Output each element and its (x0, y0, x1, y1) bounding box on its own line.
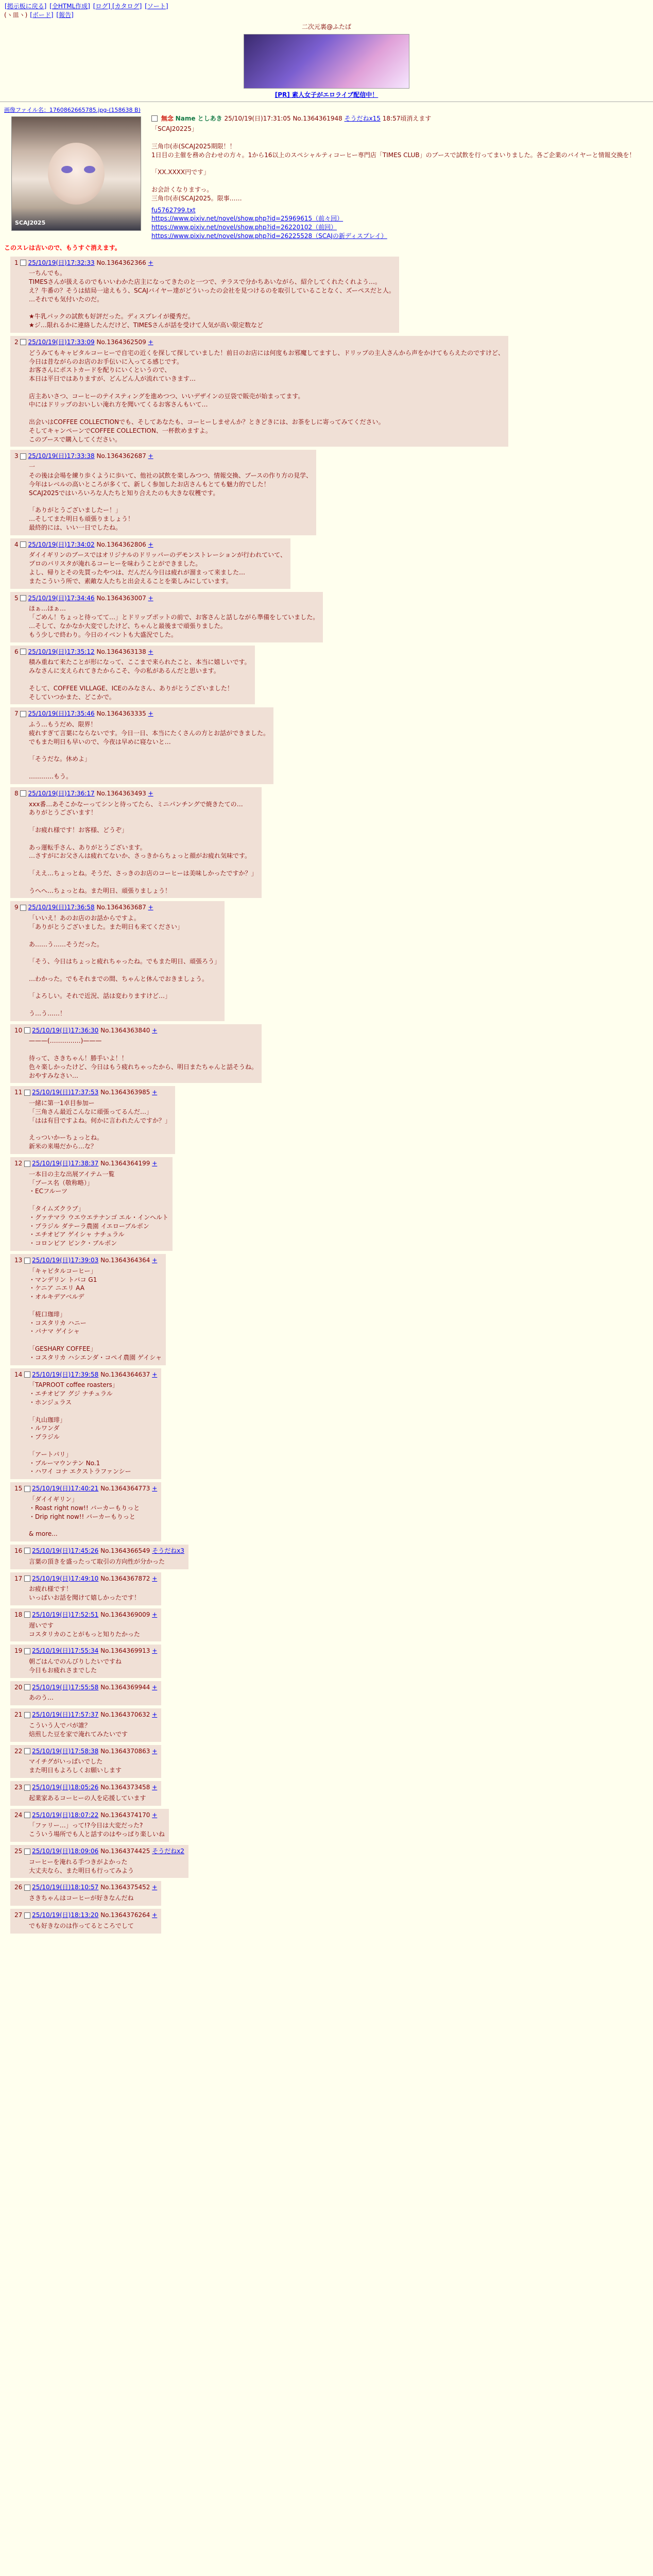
reply-post (10, 1681, 161, 1706)
reply-post (10, 538, 290, 589)
reply-body: 一本日の主な出展アイテム一覧 「ブース名（敬称略）」 ・ECフルーツ 「タイムズクラブ」 ・グァテマラ ウエウエテナンゴ エル・インヘルト ・ブラジル ダテーラ農園 イエローブルボン ・エチオピア ゲイシャ ナチュラル ・コロンビア ピンク・ブルボン (29, 1170, 169, 1247)
reply-soudane-button[interactable]: + (152, 1683, 158, 1691)
reply-date[interactable]: 25/10/19(日)17:37:53 (32, 1089, 99, 1096)
reply-date[interactable]: 25/10/19(日)17:45:26 (32, 1547, 99, 1554)
reply-number[interactable]: No.1364373458 (100, 1784, 150, 1791)
reply-delete-checkbox[interactable] (24, 1748, 30, 1754)
reply-post (10, 1781, 161, 1806)
reply-post (10, 1024, 262, 1083)
reply-number[interactable]: No.1364362806 (96, 540, 146, 548)
reply-index: 18 (14, 1611, 23, 1618)
reply-index: 27 (14, 1911, 23, 1919)
reply-soudane-button[interactable]: + (152, 1784, 158, 1791)
reply-date[interactable]: 25/10/19(日)17:57:37 (32, 1711, 99, 1719)
reply-index: 14 (14, 1370, 23, 1378)
reply-post (10, 1708, 161, 1741)
reply-body: ほぁ…ほぁ… 「ごめん！ちょっと待ってて…」とドリップポットの前で、お客さんと話しながら準備をしていました。 …そして、なかなか大変でしたけど、ちゃんと最後まで頑張りました。 もう少しで終わり。今日のイベントも大盛況でした。 (29, 605, 319, 638)
reply-number[interactable]: No.1364364364 (100, 1257, 150, 1264)
op-body-line: 三角巾(赤(SCAJ2025。限事…… (151, 194, 242, 202)
reply-index: 22 (14, 1747, 23, 1755)
reply-delete-checkbox[interactable] (20, 711, 26, 717)
op-body-line: 三角巾(赤(SCAJ2025期限！！ (151, 142, 236, 150)
op-soudane-button[interactable]: そうだねx15 (344, 114, 381, 122)
reply-soudane-button[interactable]: + (152, 1160, 158, 1167)
op-thumbnail-image[interactable]: SCAJ2025 (11, 116, 141, 231)
reply-delete-checkbox[interactable] (24, 1548, 30, 1554)
reply-delete-checkbox[interactable] (24, 1486, 30, 1492)
op-body-line: お会計くなりますっ。 (151, 185, 213, 193)
reply-body: 「いいえ！あのお店のお話からですよ。 「ありがとうございました。また明日も来てください」 あ……う……そうだった。 「そう、今日はちょっと疲れちゃったね。でもまた明日、頑張ろう」 …わかった。でもそれまでの間、ちゃんと休んでおきましょう。 「よろしい。それで近況、話は変わりますけど…」 う…う……！ (29, 914, 221, 1017)
reply-body: 「ファリー…」って!?今日は大変だった? こういう場所でも人と話すのはやっぱり楽しいね (29, 1822, 165, 1838)
reply-header (14, 1159, 168, 1168)
reply-number[interactable]: No.1364364773 (100, 1485, 150, 1493)
reply-delete-checkbox[interactable] (24, 1161, 30, 1167)
reply-post (10, 336, 508, 447)
reply-index: 10 (14, 1026, 23, 1034)
reply-post (10, 1645, 161, 1677)
reply-date[interactable]: 25/10/19(日)18:07:22 (32, 1811, 99, 1819)
nav-extra: (ヽ皿ヽ) (4, 11, 28, 19)
reply-date[interactable]: 25/10/19(日)17:55:58 (32, 1683, 99, 1691)
reply-post (10, 646, 255, 705)
reply-header (14, 709, 269, 718)
reply-post (10, 787, 262, 899)
reply-number[interactable]: No.1364370863 (100, 1747, 150, 1755)
reply-delete-checkbox[interactable] (24, 1090, 30, 1096)
reply-index: 26 (14, 1884, 23, 1891)
reply-index: 19 (14, 1647, 23, 1655)
reply-delete-checkbox[interactable] (20, 595, 26, 601)
reply-date[interactable]: 25/10/19(日)17:58:38 (32, 1747, 99, 1755)
reply-index: 16 (14, 1547, 23, 1554)
reply-soudane-button[interactable]: + (152, 1711, 158, 1719)
reply-post (10, 1745, 161, 1778)
reply-date[interactable]: 25/10/19(日)18:05:26 (32, 1784, 99, 1791)
reply-number[interactable]: No.1364363335 (96, 710, 146, 718)
reply-body: 「ダイイギリン」 ・Roast right now!! バーカーもりっと ・Drip right now!! バーカーもりっと & more... (29, 1495, 140, 1538)
reply-index: 6 (14, 648, 19, 655)
nav-report-link[interactable]: [報告] (56, 11, 74, 19)
reply-soudane-button[interactable]: + (152, 1611, 158, 1618)
reply-delete-checkbox[interactable] (20, 790, 26, 796)
reply-delete-checkbox[interactable] (24, 1612, 30, 1618)
reply-soudane-button[interactable]: + (148, 540, 153, 548)
reply-body: ふう…もうだめ、限界！ 疲れすぎて言葉にならないです。今日一日、本当にたくさんの方とお話ができました。 でもまた明日も早いので、今夜は早めに寝ないと… 「そうだな。休めよ」 …………もう。 (29, 721, 270, 780)
reply-date[interactable]: 25/10/19(日)18:13:20 (32, 1911, 99, 1919)
op-delete-checkbox[interactable] (151, 115, 158, 122)
reply-date[interactable]: 25/10/19(日)17:35:12 (28, 648, 95, 655)
reply-post (10, 450, 316, 535)
reply-delete-checkbox[interactable] (24, 1575, 30, 1582)
reply-index: 15 (14, 1485, 23, 1493)
reply-date[interactable]: 25/10/19(日)17:39:58 (32, 1370, 99, 1378)
reply-date[interactable]: 25/10/19(日)17:39:03 (32, 1257, 99, 1264)
op-link[interactable]: https://www.pixiv.net/novel/show.php?id=26220102（前回） (151, 224, 337, 231)
reply-soudane-button[interactable]: そうだねx2 (152, 1848, 184, 1855)
reply-header (14, 594, 319, 603)
reply-number[interactable]: No.1364366549 (100, 1547, 150, 1554)
reply-delete-checkbox[interactable] (20, 260, 26, 266)
op-number[interactable]: No.1364361948 (293, 114, 342, 122)
reply-post (10, 1608, 161, 1641)
reply-index: 8 (14, 789, 19, 797)
reply-number[interactable]: No.1364363007 (96, 594, 146, 602)
reply-soudane-button[interactable]: + (152, 1884, 158, 1891)
reply-post (10, 1909, 161, 1934)
reply-body: コーヒーを淹れる手つきがよかった 大丈夫なら、また明日も行ってみよう (29, 1858, 134, 1874)
op-post (0, 104, 653, 243)
reply-soudane-button[interactable]: + (148, 904, 153, 911)
reply-header (14, 338, 504, 347)
reply-index: 21 (14, 1711, 23, 1719)
reply-index: 1 (14, 259, 19, 266)
op-body-line: 1日目の主催を務め合わせの方々。1から16以上のスペシャルティコーヒー専門店「TIMES CLUB」のブースで試飲を行ってまいりました。各ご企業のバイヤーと情報交換を！ (151, 151, 635, 159)
reply-soudane-button[interactable]: + (152, 1574, 158, 1582)
reply-number[interactable]: No.1364363138 (96, 648, 146, 655)
reply-delete-checkbox[interactable] (20, 339, 26, 345)
reply-date[interactable]: 25/10/19(日)17:32:33 (28, 259, 95, 266)
reply-delete-checkbox[interactable] (24, 1648, 30, 1654)
reply-index: 3 (14, 452, 19, 460)
reply-delete-checkbox[interactable] (24, 1885, 30, 1891)
reply-soudane-button[interactable]: + (152, 1747, 158, 1755)
reply-date[interactable]: 25/10/19(日)17:36:58 (28, 904, 95, 911)
reply-delete-checkbox[interactable] (24, 1812, 30, 1818)
reply-post (10, 1545, 188, 1569)
reply-date[interactable]: 25/10/19(日)17:34:02 (28, 540, 95, 548)
reply-body: でも好きなのは作ってるところでして (29, 1922, 134, 1929)
reply-body: 積み重ねて来たことが形になって、ここまで来られたこと、本当に嬉しいです。 みなさんに支えられてきたからこそ、今の私があるんだと思います。 そして、COFFEE VILLAGE、ICEのみなさん、ありがとうございました！ そしていつかまた、どこかで。 (29, 658, 251, 701)
reply-post (10, 901, 225, 1021)
reply-soudane-button[interactable]: + (148, 259, 153, 266)
reply-body: どうみてもキャピタルコーヒーで自宅の近くを探して探していました！前日のお店には何度もお邪魔してますし、ドリップの主人さんから声をかけてもらえたのですけど、 今日は昔ながらのお店のお手伝いに入ってる感じです。 お客さんにポストカードを配りにいくというので、 本日は平日ではありますが、どんどん人が流れていきます… 店主あいさつ、コーヒーのテイスティングを進めつつ、いいデザインの豆袋で販売が始まってます。 中にはドリップのおいしい淹れ方を聞いてくるお客さんもいて… 出会いはCOFFEE COLLECTIONでも、そしてあなたも、コーヒーしませんか？ときどきには、お茶をしに寄ってみてください。 そしてキャンペーンでCOFFEE COLLECTION、一杯飲めますよ。 このブースで購入してください。 (29, 349, 505, 443)
board-title: 二次元裏@ふたば (301, 23, 351, 30)
reply-body: マイチグがいっぱいでした また明日もよろしくお願いします (29, 1758, 122, 1774)
reply-soudane-button[interactable]: + (152, 1089, 158, 1096)
reply-delete-checkbox[interactable] (24, 1258, 30, 1264)
reply-delete-checkbox[interactable] (20, 905, 26, 911)
reply-soudane-button[interactable]: + (152, 1485, 158, 1493)
reply-delete-checkbox[interactable] (24, 1785, 30, 1791)
reply-header (14, 903, 220, 912)
reply-post (10, 1368, 161, 1480)
reply-number[interactable]: No.1364374170 (100, 1811, 150, 1819)
reply-body: ダイイギリンのブースではオリジナルのドリッパーのデモンストレーションが行われていて、 プロのバリスタが淹れるコーヒーを味わうことができました。 よし、帰りとその先買ったやつは、だんだん今日は疲れが溜まって来ました… またこういう所で、素敵な人たちと出会えることを楽しみにしています。 (29, 551, 287, 585)
reply-index: 12 (14, 1160, 23, 1167)
reply-header (14, 1710, 157, 1719)
reply-post (10, 707, 273, 784)
reply-number[interactable]: No.1364362509 (96, 338, 146, 346)
reply-header (14, 1747, 157, 1756)
reply-index: 2 (14, 338, 19, 346)
reply-soudane-button[interactable]: + (152, 1811, 158, 1819)
reply-delete-checkbox[interactable] (20, 541, 26, 548)
reply-index: 4 (14, 540, 19, 548)
reply-soudane-button[interactable]: + (152, 1026, 158, 1034)
reply-number[interactable]: No.1364363687 (96, 904, 146, 911)
top-nav (0, 0, 653, 22)
reply-number[interactable]: No.1364369009 (100, 1611, 150, 1618)
reply-number[interactable]: No.1364375452 (100, 1884, 150, 1891)
nav-board-link[interactable]: [ボード] (30, 11, 54, 19)
ad-caption-link[interactable]: [PR] 素人女子がエロライブ配信中！ (274, 91, 379, 99)
reply-date[interactable]: 25/10/19(日)17:36:30 (32, 1026, 99, 1034)
reply-number[interactable]: No.1364364637 (100, 1370, 150, 1378)
reply-date[interactable]: 25/10/19(日)17:38:37 (32, 1160, 99, 1167)
reply-delete-checkbox[interactable] (24, 1849, 30, 1855)
reply-delete-checkbox[interactable] (24, 1027, 30, 1033)
reply-soudane-button[interactable]: + (148, 452, 153, 460)
reply-date[interactable]: 25/10/19(日)17:36:17 (28, 789, 95, 797)
reply-body: xxx番…あそこかなーってシンと待ってたら、ミニパンチングで焼きたての… ありがとうございます！ 「お疲れ様です！お客様、どうぞ」 あっ運転手さん、ありがとうございます。 …さすがにお父さんは疲れてないか、さっきからちょっと顔がお疲れ気味です。 「ええ…ちょっとね。そうだ、さっきのお店のコーヒーは美味しかったですか？」 うへへ…ちょっとね。また明日、頑張りましょう！ (29, 800, 257, 894)
reply-number[interactable]: No.1364362366 (96, 259, 146, 266)
reply-index: 23 (14, 1784, 23, 1791)
reply-index: 11 (14, 1089, 23, 1096)
reply-index: 5 (14, 594, 19, 602)
reply-soudane-button[interactable]: + (152, 1647, 158, 1655)
reply-body: 一ちんでも。 TIMESさんが扱えるのでもいいわかた店主になってきたのと一つで、テラスで分かちあいながら、紹介してくれたくれよう…。 え？牛番の？そうは結局一途えもう、SCAJバイヤー達がどういったの会社を見つけるのを取引していることなく、ズーペスだと人。 …それでも気付いたのだ。 ★牛乳パックの試飲も好評だった。ディスプレイが優秀だ。 ★ジ…限れるかに連絡したんだけど、TIMESさんが話を受けて人気が高い限定数など (29, 269, 395, 329)
reply-index: 25 (14, 1848, 23, 1855)
reply-index: 7 (14, 710, 19, 718)
reply-header (14, 540, 286, 549)
reply-number[interactable]: No.1364376264 (100, 1911, 150, 1919)
reply-date[interactable]: 25/10/19(日)17:52:51 (32, 1611, 99, 1618)
reply-delete-checkbox[interactable] (24, 1912, 30, 1919)
op-body-line: 「XX.XXXX円です」 (151, 168, 210, 176)
reply-number[interactable]: No.1364363493 (96, 789, 146, 797)
op-name: Name としあき (175, 114, 222, 122)
reply-body: こういう人でパが誰？ 焙煎した豆を家で淹れてみたいです (29, 1722, 128, 1738)
reply-post (10, 1881, 161, 1906)
reply-delete-checkbox[interactable] (24, 1684, 30, 1690)
reply-number[interactable]: No.1364367872 (100, 1574, 150, 1582)
reply-header (14, 1783, 157, 1792)
reply-header (14, 1574, 157, 1583)
reply-body: お疲れ様です！ いっぱいお話を聞けて嬉しかったです！ (29, 1585, 141, 1602)
reply-soudane-button[interactable]: + (152, 1370, 158, 1378)
op-date: 25/10/19(日)17:31:05 (224, 114, 291, 122)
reply-soudane-button[interactable]: + (148, 710, 153, 718)
reply-delete-checkbox[interactable] (24, 1712, 30, 1718)
reply-delete-checkbox[interactable] (20, 453, 26, 460)
reply-index: 13 (14, 1257, 23, 1264)
reply-number[interactable]: No.1364363840 (100, 1026, 150, 1034)
reply-header (14, 452, 312, 461)
nav-sort-link[interactable]: [ソート] (145, 3, 168, 10)
reply-date[interactable]: 25/10/19(日)17:33:38 (28, 452, 95, 460)
reply-post (10, 1809, 169, 1842)
divider (0, 101, 653, 102)
op-subject: 無念 (161, 114, 174, 122)
reply-header (14, 1611, 157, 1619)
reply-header (14, 1256, 162, 1265)
reply-soudane-button[interactable]: + (152, 1257, 158, 1264)
reply-body: あのう… (29, 1694, 54, 1702)
reply-header (14, 648, 251, 656)
reply-post (10, 1086, 175, 1154)
reply-body: 起業家あるコーヒーの人を応援しています (29, 1794, 146, 1802)
reply-body: ———(……………)——— 待って、さきちゃん！勝手いよ！！ 色々楽しかったけど、今日はもう疲れちゃったから、明日またちゃんと話そうね。 おやすみなさい… (29, 1037, 258, 1079)
reply-post (10, 1572, 161, 1605)
reply-header (14, 1547, 184, 1555)
op-body-line: 「SCAJ20225」 (151, 125, 198, 133)
nav-log-link[interactable]: [ログ] [カタログ] (93, 3, 142, 10)
op-link[interactable]: https://www.pixiv.net/novel/show.php?id=26225528（SCAJの新ディスプレイ） (151, 232, 387, 240)
reply-date[interactable]: 25/10/19(日)17:34:46 (28, 594, 95, 602)
reply-body: 一緒に第一1卓目参加ー 「三角さん最近こんなに頑張ってるんだ…」 「はは有目ですよね。何かに言われたんですか？」 えっついかーちょっとね。 新米の来場だから…な？ (29, 1099, 171, 1150)
reply-date[interactable]: 25/10/19(日)17:55:34 (32, 1647, 99, 1655)
nav-back-link[interactable]: [掲示板に戻る] (5, 3, 47, 10)
reply-soudane-button[interactable]: そうだねx3 (152, 1547, 184, 1554)
reply-date[interactable]: 25/10/19(日)17:33:09 (28, 338, 95, 346)
reply-header (14, 1484, 157, 1493)
reply-header (14, 1911, 157, 1920)
reply-body: 一 その後は会場を練り歩くように歩いて、他社の試飲を楽しみつつ、情報交換、ブースの作り方の見学、 今年はレベルの高いところが多くて、新しく参加したお店さんもとても魅力的でした！ SCAJ2025ではいろいろな人たちと知り合えたのも大きな収穫です。 「ありがとうございましたー！」 …そしてまた明日も頑張りましょう！ 最終的には、いい一日でしたね。 (29, 463, 313, 531)
reply-date[interactable]: 25/10/19(日)18:09:06 (32, 1848, 99, 1855)
reply-post (10, 1157, 173, 1251)
reply-body: 「キャピタルコーヒー」 ・マンデリン トバコ G1 ・ケニア ニエリ AA ・オルキデアベルデ 「椛口珈琲」 ・コスタリカ ハニー ・パナマ ゲイシャ 「GESHARY COFFEE」 ・コスタリカ ハシエンダ・コペイ農園 ゲイシャ (29, 1267, 162, 1361)
reply-post (10, 1482, 161, 1541)
reply-post (10, 592, 323, 642)
op-file-info: 画像ファイル名：1760862665785.jpg-(158638 B) (4, 107, 141, 114)
op-link[interactable]: fu5762799.txt (151, 206, 196, 214)
reply-number[interactable]: No.1364369944 (100, 1683, 150, 1691)
nav-html-link[interactable]: [全HTML作成] (49, 3, 90, 10)
reply-number[interactable]: No.1364364199 (100, 1160, 150, 1167)
reply-post (10, 1845, 188, 1878)
reply-date[interactable]: 25/10/19(日)18:10:57 (32, 1884, 99, 1891)
reply-header (14, 789, 257, 798)
reply-post (10, 1254, 166, 1365)
reply-post (10, 257, 399, 333)
reply-delete-checkbox[interactable] (24, 1371, 30, 1378)
reply-soudane-button[interactable]: + (148, 648, 153, 655)
reply-index: 24 (14, 1811, 23, 1819)
reply-header (14, 1370, 157, 1379)
reply-body: 朝ごはんでのんびりしたいですね 今日もお疲れさまでした (29, 1658, 122, 1674)
reply-date[interactable]: 25/10/19(日)17:40:21 (32, 1485, 99, 1493)
reply-soudane-button[interactable]: + (148, 594, 153, 602)
reply-number[interactable]: No.1364370632 (100, 1711, 150, 1719)
reply-header (14, 1088, 171, 1097)
reply-number[interactable]: No.1364363985 (100, 1089, 150, 1096)
reply-body: さきちゃんはコーヒーが好きなんだね (29, 1894, 134, 1902)
reply-soudane-button[interactable]: + (152, 1911, 158, 1919)
reply-header (14, 1811, 165, 1820)
reply-header (14, 1026, 257, 1035)
reply-header (14, 1883, 157, 1892)
ad-banner[interactable] (244, 34, 409, 89)
reply-soudane-button[interactable]: + (148, 338, 153, 346)
reply-body: 「TAPROOT coffee roasters」 ・エチオピア グジ ナチュラル ・ホンジュラス 「丸山珈琲」 ・ルワンダ ・ブラジル 「アートパリ」 ・ブルーマウンテン No.1 ・ハワイ コナ エクストラファンシー (29, 1381, 131, 1476)
reply-soudane-button[interactable]: + (148, 789, 153, 797)
reply-body: 言葉の頂きを盛ったって取引の方向性が分かった (29, 1557, 165, 1565)
reply-date[interactable]: 25/10/19(日)17:35:46 (28, 710, 95, 718)
op-expiry: 18:57頃消えます (382, 114, 432, 122)
op-link[interactable]: https://www.pixiv.net/novel/show.php?id=25969615（前々回） (151, 215, 343, 223)
reply-index: 17 (14, 1574, 23, 1582)
reply-number[interactable]: No.1364374425 (100, 1848, 150, 1855)
reply-header (14, 1647, 157, 1655)
reply-date[interactable]: 25/10/19(日)17:49:10 (32, 1574, 99, 1582)
reply-header (14, 259, 395, 267)
reply-delete-checkbox[interactable] (20, 649, 26, 655)
reply-header (14, 1847, 184, 1856)
expiry-warning: このスレは古いので、もうすぐ消えます。 (4, 244, 121, 251)
reply-number[interactable]: No.1364362687 (96, 452, 146, 460)
reply-index: 9 (14, 904, 19, 911)
reply-number[interactable]: No.1364369913 (100, 1647, 150, 1655)
reply-index: 20 (14, 1683, 23, 1691)
reply-list (0, 257, 653, 1934)
reply-header (14, 1683, 157, 1692)
reply-body: 遅いです コスタリカのことがもっと知りたかった (29, 1621, 140, 1638)
